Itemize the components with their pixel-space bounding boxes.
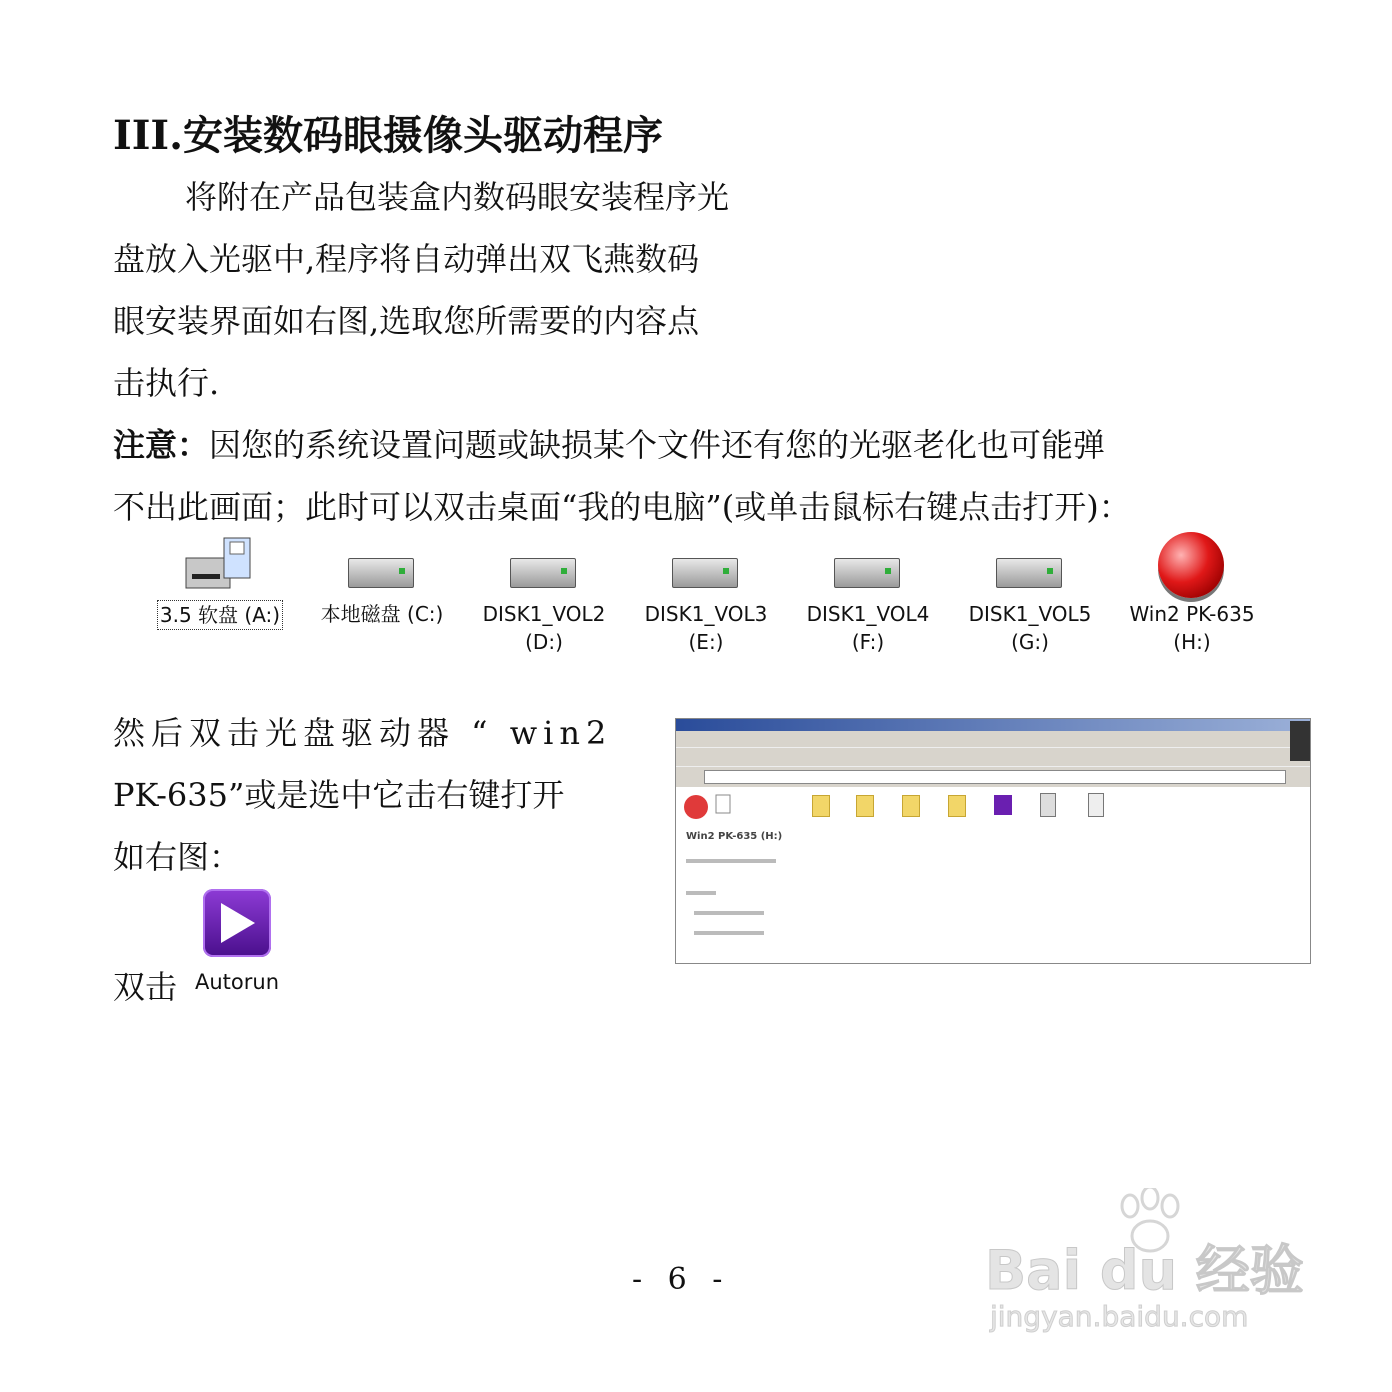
hard-disk-icon — [510, 558, 576, 588]
drive-label: Win2 PK-635 (H:) — [1129, 602, 1255, 654]
drive-label: DISK1_VOL3 (E:) — [644, 602, 768, 654]
folder-icon — [812, 795, 830, 817]
text-line — [686, 859, 776, 863]
autorun-icon[interactable] — [203, 889, 271, 957]
hard-disk-icon — [834, 558, 900, 588]
drive-item-f[interactable] — [788, 530, 948, 656]
window-menubar — [676, 731, 1310, 747]
floppy-drive-icon — [184, 536, 254, 592]
window-toolbar — [676, 747, 1310, 766]
section-heading: III.安装数码眼摄像头驱动程序 — [113, 112, 664, 159]
drive-item-d[interactable] — [464, 530, 624, 656]
intro-paragraph — [113, 166, 813, 414]
hard-disk-icon — [348, 558, 414, 588]
autorun-icon — [994, 795, 1012, 815]
window-content — [676, 787, 1310, 957]
drive-label: 本地磁盘 (C:) — [320, 602, 444, 626]
drive-item-c[interactable] — [302, 530, 462, 628]
drive-label: DISK1_VOL2 (D:) — [482, 602, 606, 654]
drive-label: DISK1_VOL5 (G:) — [968, 602, 1092, 654]
watermark-url: jingyan.baidu.com — [990, 1300, 1249, 1333]
instruction-line: 如右图： — [113, 838, 242, 876]
drive-label: 3.5 软盘 (A:) — [157, 600, 283, 630]
note-line: 因您的系统设置问题或缺损某个文件还有您的光驱老化也可能弹 — [209, 426, 1106, 464]
note-line: 不出此画面；此时可以双击桌面“我的电脑”(或单击鼠标右键点击打开)： — [113, 488, 1131, 526]
file-icon — [1088, 793, 1104, 817]
hard-disk-icon — [996, 558, 1062, 588]
folder-icon — [902, 795, 920, 817]
drive-item-h[interactable] — [1112, 530, 1272, 656]
intro-line: 击执行. — [113, 364, 220, 402]
intro-line: 眼安装界面如右图,选取您所需要的内容点 — [113, 302, 700, 340]
drive-item-g[interactable] — [950, 530, 1110, 656]
drive-item-e[interactable] — [626, 530, 786, 656]
note-paragraph — [113, 414, 1131, 538]
folder-icon — [948, 795, 966, 817]
drive-list — [140, 530, 1260, 670]
cd-drive-icon — [1158, 532, 1224, 598]
instruction-line: PK-635”或是选中它击右键打开 — [113, 776, 565, 814]
drive-label: DISK1_VOL4 (F:) — [806, 602, 930, 654]
intro-line: 将附在产品包装盒内数码眼安装程序光 — [185, 178, 730, 216]
window-controls — [1290, 721, 1310, 761]
note-label: 注意： — [113, 426, 210, 464]
window-titlebar — [676, 719, 1310, 731]
text-line — [686, 891, 716, 895]
explorer-window-screenshot — [675, 718, 1311, 964]
intro-line: 盘放入光驱中,程序将自动弹出双飞燕数码 — [113, 240, 700, 278]
address-bar — [676, 766, 1310, 787]
instruction-paragraph — [113, 702, 633, 888]
address-field — [704, 770, 1286, 784]
text-line — [694, 931, 764, 935]
play-icon — [217, 901, 257, 945]
watermark-brand: Bai du 经验 — [985, 1239, 1304, 1302]
text-line — [694, 911, 764, 915]
watermark — [985, 1188, 1315, 1348]
autorun-label: Autorun — [195, 970, 280, 994]
folder-icon — [856, 795, 874, 817]
drive-item-a[interactable] — [140, 530, 300, 630]
cd-drive-icon — [680, 791, 740, 821]
drive-title: Win2 PK-635 (H:) — [686, 831, 783, 842]
hard-disk-icon — [672, 558, 738, 588]
page-number: - 6 - — [632, 1262, 731, 1297]
double-click-text: 双击 — [113, 968, 178, 1006]
file-icon — [1040, 793, 1056, 817]
instruction-line: 然后双击光盘驱动器 “ win2 — [113, 714, 613, 752]
